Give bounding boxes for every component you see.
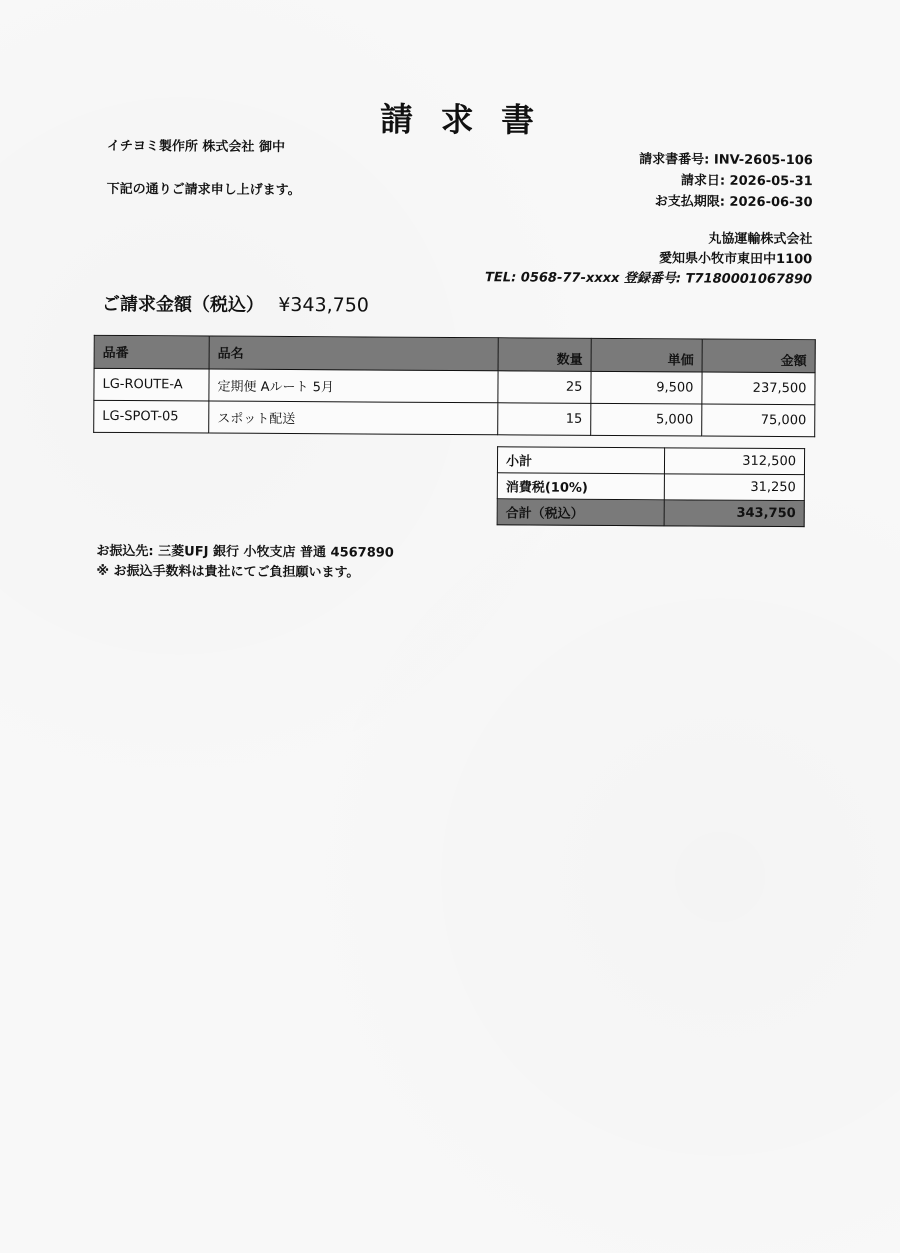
issuer-block	[485, 228, 812, 290]
subtotal-value: 312,500	[664, 448, 804, 475]
item-amount: 75,000	[702, 404, 815, 437]
invoice-meta	[639, 149, 813, 213]
item-name: 定期便 Aルート 5月	[209, 369, 498, 403]
invoice-number: INV-2605-106	[713, 152, 813, 169]
greeting-text: 下記の通りご請求申し上げます。	[106, 181, 301, 199]
issuer-address: 愛知県小牧市東田中1100	[659, 251, 813, 268]
subtotal-row	[497, 447, 804, 475]
tax-row	[497, 473, 804, 501]
table-row	[94, 400, 815, 436]
invoice-number-label: 請求書番号:	[639, 152, 710, 168]
totals-table	[497, 446, 805, 527]
header-name: 品名	[209, 336, 498, 371]
item-qty: 15	[498, 403, 591, 436]
billing-amount-label: ご請求金額（税込）	[101, 293, 265, 316]
tax-value: 31,250	[664, 474, 804, 501]
line-items-table	[93, 335, 816, 437]
billing-amount-value: ¥343,750	[278, 293, 369, 317]
subtotal-label: 小計	[497, 447, 664, 474]
transfer-fee-note: ※ お振込手数料は貴社にてご負担願います。	[96, 563, 360, 581]
invoice-date-label: 請求日:	[680, 173, 726, 189]
document-title: 請 求 書	[379, 99, 543, 140]
invoice-date-row	[639, 170, 813, 192]
item-code: LG-ROUTE-A	[94, 368, 209, 401]
due-date-label: お支払期限:	[654, 194, 725, 210]
header-qty: 数量	[498, 338, 591, 372]
bank-info	[96, 542, 394, 584]
line-items-header	[94, 335, 815, 372]
invoice-date: 2026-05-31	[729, 173, 813, 190]
issuer-name: 丸協運輸株式会社	[708, 231, 813, 248]
recipient-name: イチヨミ製作所 株式会社 御中	[106, 138, 286, 155]
header-code: 品番	[94, 335, 209, 369]
item-amount: 237,500	[702, 372, 815, 405]
due-date: 2026-06-30	[729, 194, 813, 211]
bank-account-line: お振込先: 三菱UFJ 銀行 小牧支店 普通 4567890	[96, 543, 394, 561]
grand-total-row	[497, 499, 804, 527]
item-name: スポット配送	[209, 401, 498, 435]
table-row	[94, 368, 815, 404]
grand-total-label: 合計（税込）	[497, 499, 664, 526]
item-qty: 25	[498, 371, 591, 404]
tax-label: 消費税(10%)	[497, 473, 664, 500]
issuer-tel-registration: TEL: 0568-77-xxxx 登録番号: T7180001067890	[485, 270, 813, 288]
header-amount: 金額	[702, 339, 815, 373]
billing-amount	[102, 290, 369, 318]
grand-total-value: 343,750	[664, 500, 804, 527]
item-code: LG-SPOT-05	[94, 400, 209, 433]
item-unit-price: 9,500	[591, 371, 702, 404]
item-unit-price: 5,000	[591, 403, 702, 436]
due-date-row	[639, 191, 813, 213]
header-unit-price: 単価	[591, 338, 702, 372]
invoice-number-row	[639, 149, 813, 171]
